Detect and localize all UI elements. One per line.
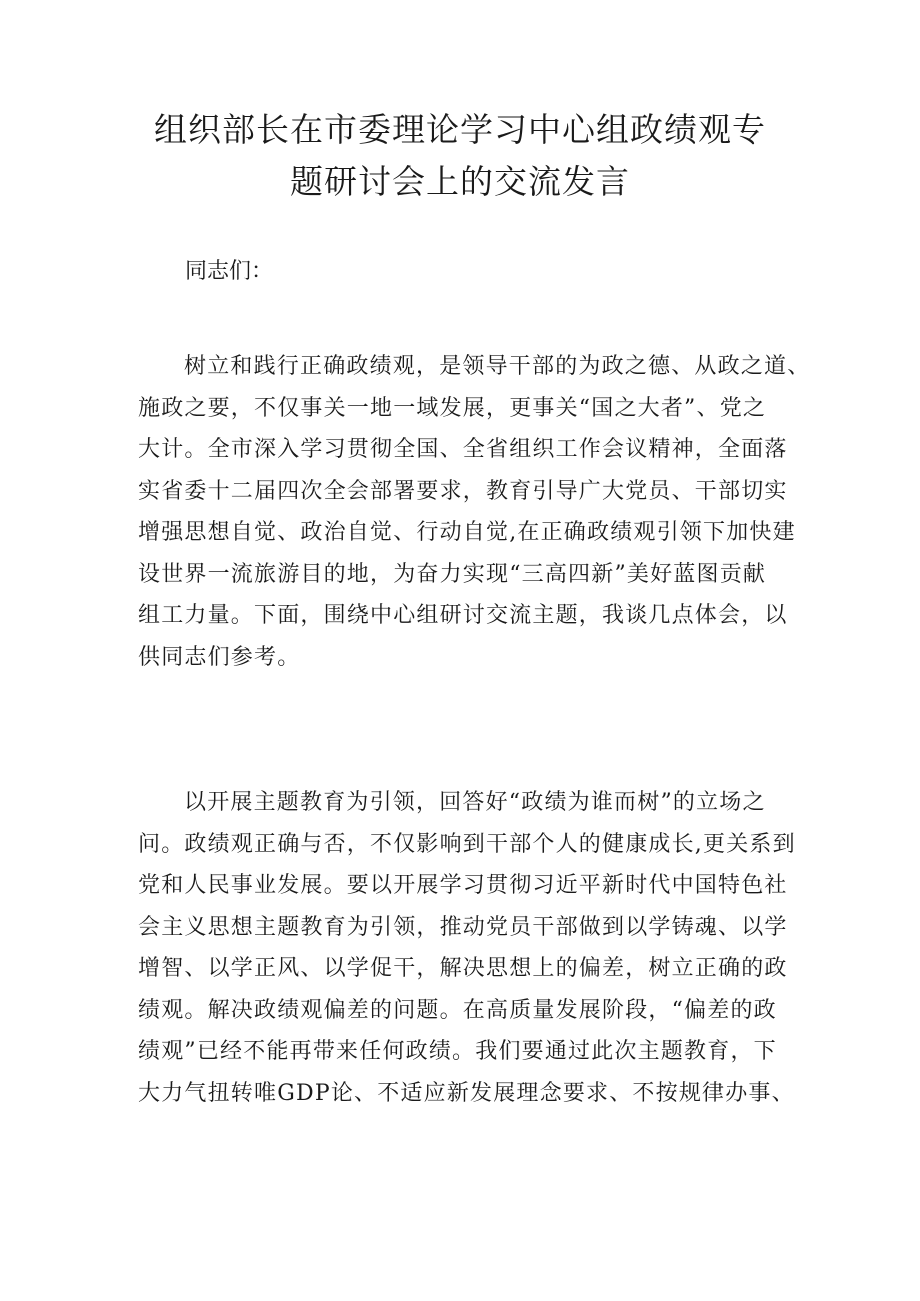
- title-line-2: 题研讨会上的交流发言: [290, 162, 630, 201]
- paragraph-line: 党和人民事业发展。要以开展学习贯彻习近平新时代中国特色社: [138, 873, 788, 898]
- paragraph-line: 会主义思想主题教育为引领，推动党员干部做到以学铸魂、以学: [138, 914, 788, 940]
- paragraph-line: 供同志们参考。: [138, 644, 301, 670]
- paragraph-line: 设世界一流旅游目的地，为奋力实现“三高四新”美好蓝图贡献: [138, 561, 767, 587]
- paragraph-line: 实省委十二届四次全会部署要求，教育引导广大党员、干部切实: [138, 478, 788, 504]
- document-title: [140, 104, 780, 208]
- paragraph-line: 增智、以学正风、以学促干，解决思想上的偏差，树立正确的政: [138, 956, 788, 981]
- paragraph-1: [138, 346, 811, 678]
- salutation: 同志们：: [185, 259, 274, 284]
- paragraph-line: 增强思想自觉、政治自觉、行动自觉,在正确政绩观引领下加快建: [138, 520, 796, 545]
- paragraph-line: 大力气扭转唯GDP论、不适应新发展理念要求、不按规律办事、: [138, 1080, 795, 1106]
- paragraph-line: 绩观”已经不能再带来任何政绩。我们要通过此次主题教育，下: [138, 1039, 777, 1064]
- paragraph-line: 以开展主题教育为引领，回答好“政绩为谁而树”的立场之: [184, 790, 766, 815]
- paragraph-line: 绩观。解决政绩观偏差的问题。在高质量发展阶段，“偏差的政: [138, 997, 777, 1023]
- paragraph-line: 组工力量。下面，围绕中心组研讨交流主题，我谈几点体会，以: [138, 603, 788, 628]
- paragraph-line: 树立和践行正确政绩观，是领导干部的为政之德、从政之道、: [184, 354, 811, 379]
- paragraph-line: 大计。全市深入学习贯彻全国、全省组织工作会议精神，全面落: [138, 437, 788, 462]
- title-line-1: 组织部长在市委理论学习中心组政绩观专: [154, 110, 766, 149]
- paragraph-2: [138, 782, 798, 1114]
- paragraph-line: 施政之要，不仅事关一地一域发展，更事关“国之大者”、党之: [138, 395, 767, 421]
- paragraph-line: 问。政绩观正确与否，不仅影响到干部个人的健康成长,更关系到: [138, 831, 796, 857]
